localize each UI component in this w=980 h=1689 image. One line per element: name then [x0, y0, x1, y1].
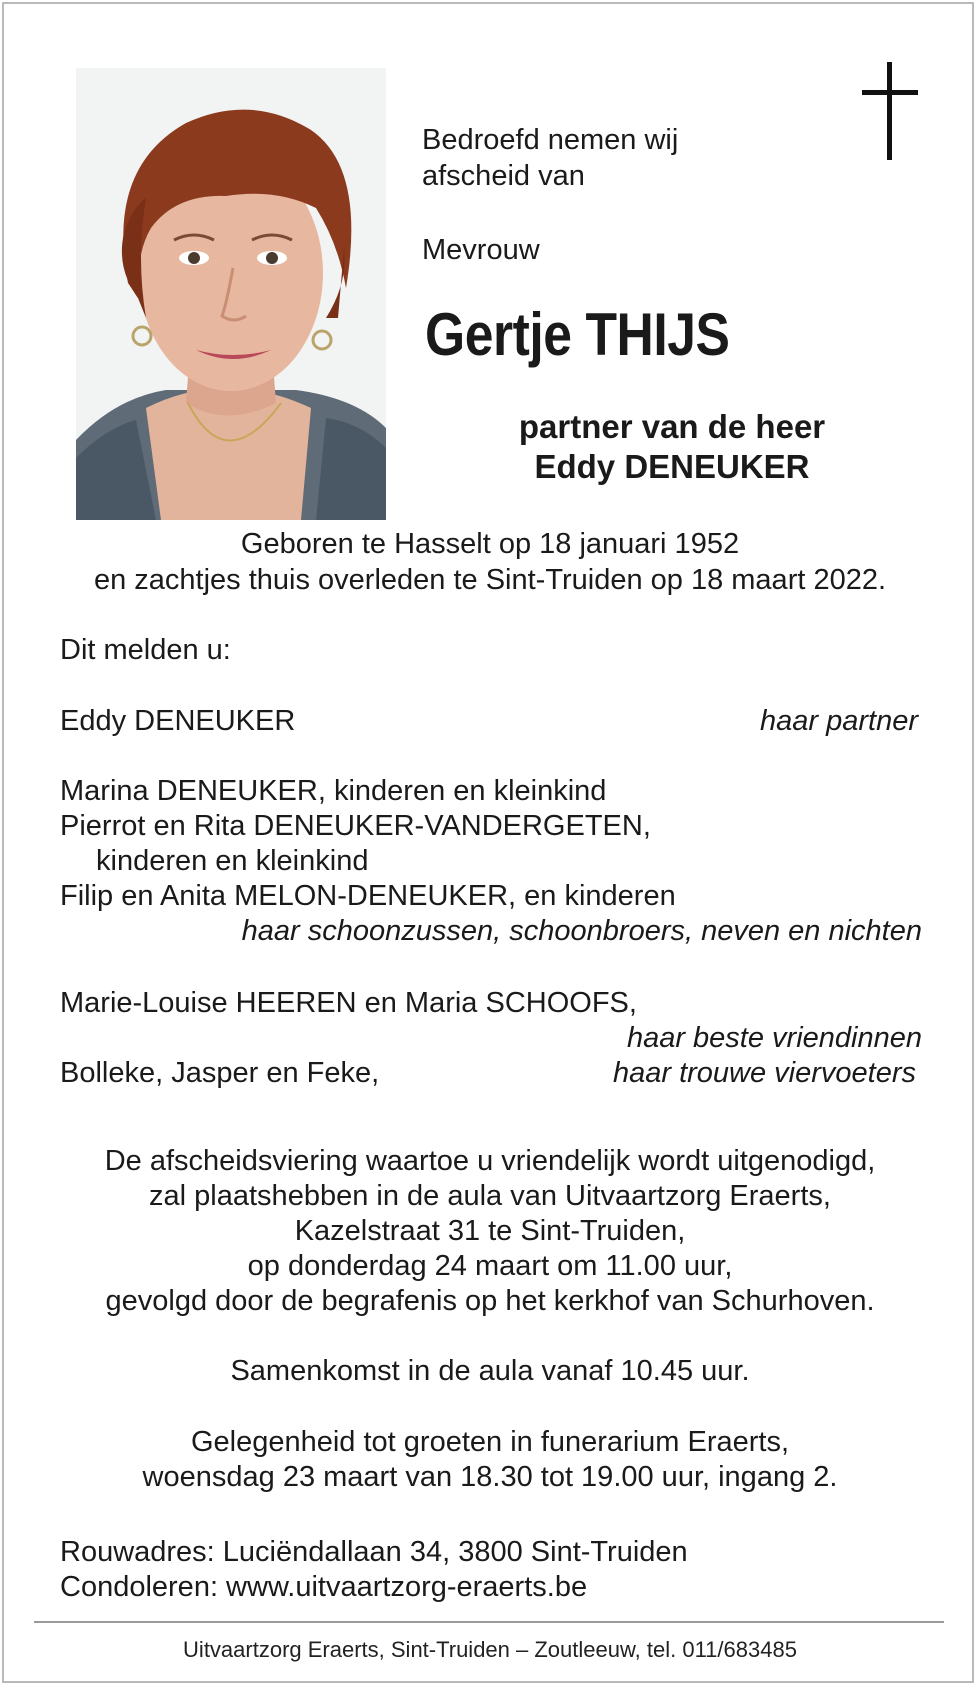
ceremony-line-3: Kazelstraat 31 te Sint-Truiden, — [294, 1215, 686, 1247]
death-line: en zachtjes thuis overleden te Sint-Truiden op 18 maart 2022. — [93, 564, 887, 596]
ceremony-line-2: zal plaatshebben in de aula van Uitvaartzorg Eraerts, — [149, 1180, 831, 1212]
latin-cross-icon — [862, 62, 918, 160]
family-line-1: Marina DENEUKER, kinderen en kleinkind — [60, 775, 607, 807]
visitation-line-2: woensdag 23 maart van 18.30 tot 19.00 uur, ingang 2. — [142, 1461, 838, 1493]
portrait-illustration — [76, 68, 386, 520]
visitation-line-1: Gelegenheid tot groeten in funerarium Eraerts, — [190, 1426, 790, 1458]
friends-line: Marie-Louise HEEREN en Maria SCHOOFS, — [60, 987, 637, 1019]
ceremony-line-5: gevolgd door de begrafenis op het kerkhof van Schurhoven. — [105, 1285, 875, 1317]
intro-line-1: Bedroefd nemen wij — [422, 124, 679, 156]
ceremony-line-4: op donderdag 24 maart om 11.00 uur, — [247, 1250, 733, 1282]
salutation: Mevrouw — [422, 234, 540, 266]
role-pets: haar trouwe viervoeters — [612, 1057, 916, 1089]
family-line-2: Pierrot en Rita DENEUKER-VANDERGETEN, — [60, 810, 651, 842]
footer-text: Uitvaartzorg Eraerts, Sint-Truiden – Zoutleeuw, tel. 011/683485 — [183, 1637, 797, 1662]
partner-line-2: Eddy DENEUKER — [534, 448, 810, 485]
pets-line: Bolleke, Jasper en Feke, — [60, 1057, 380, 1089]
condolence-link[interactable]: Condoleren: www.uitvaartzorg-eraerts.be — [60, 1571, 588, 1603]
family-partner-role: haar partner — [760, 705, 918, 737]
intro-line-2: afscheid van — [422, 160, 585, 192]
role-inlaws: haar schoonzussen, schoonbroers, neven en nichten — [241, 915, 922, 947]
deceased-name: Gertje THIJS — [425, 301, 730, 368]
family-line-4: Filip en Anita MELON-DENEUKER, en kinderen — [60, 880, 676, 912]
birth-line: Geboren te Hasselt op 18 januari 1952 — [240, 528, 740, 560]
partner-line-1: partner van de heer — [518, 408, 826, 445]
mourning-address: Rouwadres: Luciëndallaan 34, 3800 Sint-Truiden — [60, 1536, 688, 1568]
family-partner-name: Eddy DENEUKER — [60, 705, 296, 737]
family-line-3: kinderen en kleinkind — [96, 845, 369, 877]
ceremony-line-1: De afscheidsviering waartoe u vriendelijk wordt uitgenodigd, — [104, 1145, 876, 1177]
portrait-photo — [76, 68, 386, 520]
gathering-line: Samenkomst in de aula vanaf 10.45 uur. — [230, 1355, 750, 1387]
announce-line: Dit melden u: — [60, 634, 231, 666]
footer-divider — [34, 1621, 944, 1623]
role-friends: haar beste vriendinnen — [626, 1022, 922, 1054]
